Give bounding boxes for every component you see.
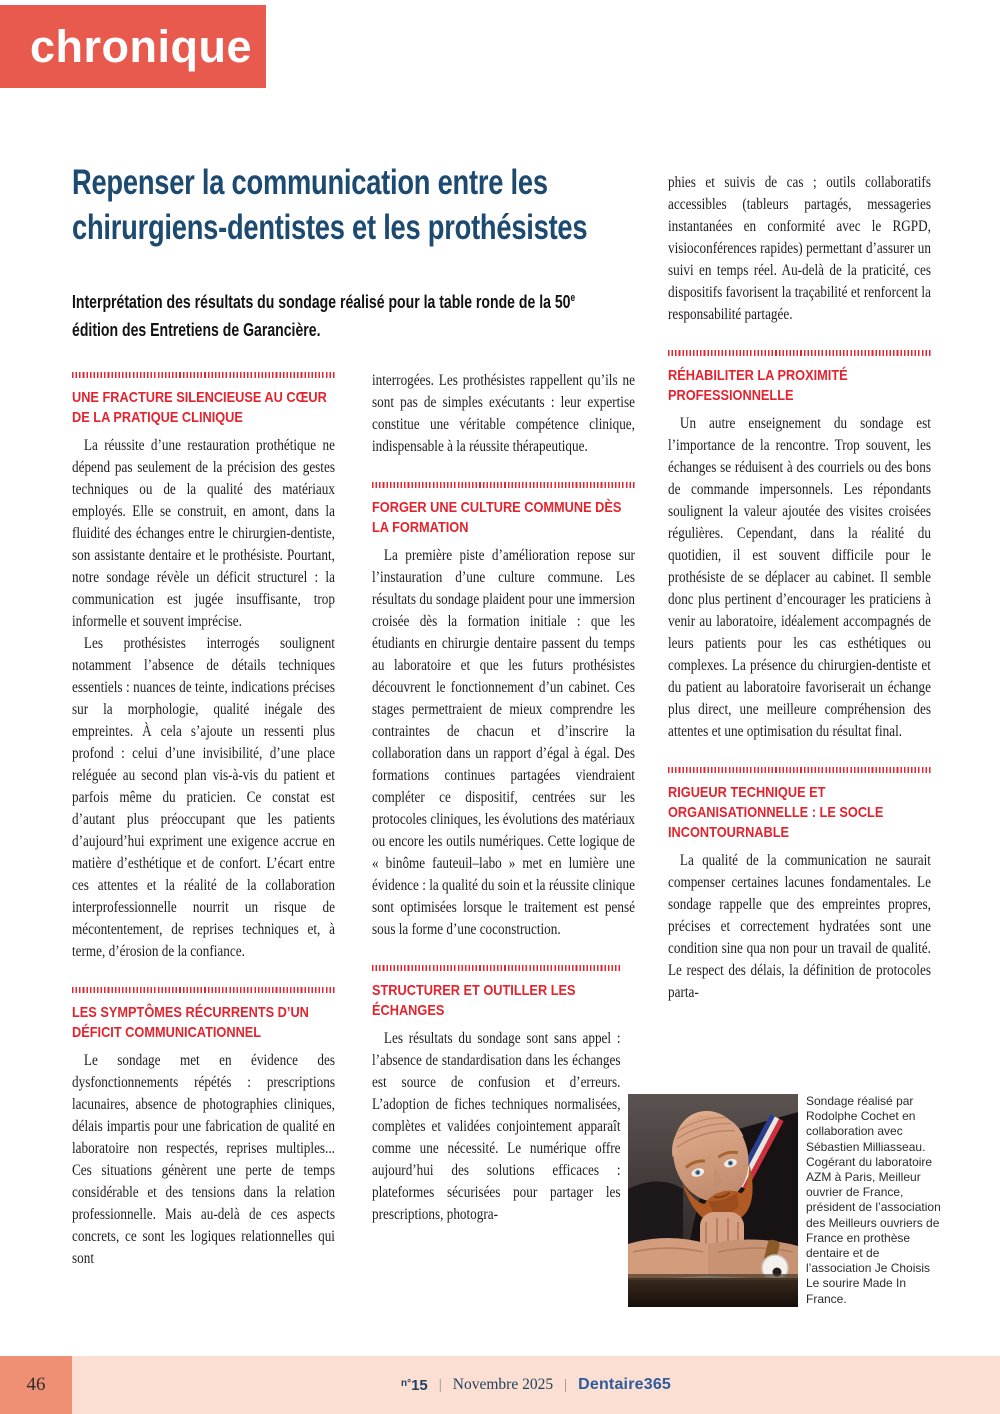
section-heading: FORGER UNE CULTURE COMMUNE DÈS LA FORMATION: [372, 499, 622, 536]
section-formation: [372, 482, 635, 941]
section-divider-hatch: [372, 482, 635, 488]
body-paragraph: Les résultats du sondage sont sans appel : l’absence de standardisation dans les échanges est source de confusion et d’erreurs. L’adoption de fiches techniques normalisées, complètes et validées conjointement apparaît comme une nécessité. Le numérique offre aujourd’hui des solutions efficaces : plateformes sécurisées pour partager les prescriptions, photogra-: [372, 1030, 621, 1223]
section-heading: LES SYMPTÔMES RÉCURRENTS D’UN DÉFICIT COMMUNICATIONNEL: [72, 1004, 309, 1041]
article-title-line2: chirurgiens-dentistes et les prothésistes: [72, 208, 588, 247]
body-paragraph: phies et suivis de cas ; outils collaboratifs accessibles (tableurs partagés, messageries instantanées en conformité avec le RGPD, visioconférences rapides) permettant d’assurer un suivi en temps réel. Au-delà de la praticité, ces dispositifs favorisent la traçabilité et renforcent la responsabilité partagée.: [668, 174, 931, 323]
body-paragraph: Un autre enseignement du sondage est l’importance de la rencontre. Trop souvent, les échanges se réduisent à des courriels ou des bons de commande impersonnels. Les répondants soulignent la valeur ajoutée des visites croisées régulières. Cependant, dans la réalité du quotidien, il est souvent difficile pour le prothésiste de se déplacer au cabinet. Il semble donc plus pertinent d’encourager les praticiens à venir au laboratoire, idéalement accompagnés de leurs patients pour les cas esthétiques ou complexes. La présence du chirurgien-dentiste et du patient au laboratoire favoriserait un échange plus direct, une meilleure compréhension des attentes et une optimisation du résultat final.: [668, 415, 931, 740]
article-title-line1: Repenser la communication entre les: [72, 163, 548, 202]
section-divider-hatch: [72, 987, 335, 993]
section-heading: STRUCTURER ET OUTILLER LES ÉCHANGES: [372, 982, 576, 1019]
section-divider-hatch: [72, 372, 335, 378]
photo-caption: Sondage réalisé par Rodolphe Cochet en collaboration avec Sébastien Milliasseau. Cogérant du laboratoire AZM à Paris, Meilleur ouvrier de France, président de l’association des Meilleurs ouvriers de France en prothèse dentaire et de l’association Je Choisis Le sourire Made In France.: [806, 1094, 941, 1306]
body-paragraph: Le sondage met en évidence des dysfonctionnements répétés : prescriptions lacunaires, absence de photographies cliniques, délais impartis pour une fabrication de qualité en laboratoire non respectés, reprises multiples... Ces situations génèrent une perte de temps considérable et des tensions dans la relation professionnelle. Mais au-delà de ces aspects concrets, ce sont les logiques relationnelles qui sont: [72, 1052, 335, 1267]
body-paragraph: La réussite d’une restauration prothétique ne dépend pas seulement de la précision des gestes techniques ou de la qualité des matériaux employés. Elle se construit, en amont, dans la fluidité des échanges entre le chirurgien-dentiste, son assistante dentaire et le prothésiste. Pourtant, notre sondage révèle un déficit structurel : la communication est jugée insuffisante, trop informelle et souvent imprécise.: [72, 437, 335, 630]
section-heading: UNE FRACTURE SILENCIEUSE AU CŒUR DE LA PRATIQUE CLINIQUE: [72, 389, 327, 426]
table: [628, 1278, 798, 1307]
article-title: [72, 160, 733, 250]
brand-logo: Dentaire365: [578, 1376, 672, 1393]
article-standfirst: [72, 284, 734, 344]
standfirst-line2: édition des Entretiens de Garancière.: [72, 319, 321, 341]
body-paragraph: Les prothésistes interrogés soulignent notamment l’absence de détails techniques essentiels : nuances de teinte, indications précises sur la morphologie, qualité inégale des empreintes. À cela s’ajoute un ressenti plus profond : celui d’une invisibilité, d’une place reléguée au second plan vis-à-vis du patient et parfois même du praticien. Ce constat est d’autant plus préoccupant que les patients d’aujourd’hui expriment une exigence accrue en matière d’esthétique et de confort. L’écart entre ces attentes et la réalité de la collaboration interprofessionnelle nourrit un risque de mécontentement, de reprises techniques et, à terme, d’érosion de la confiance.: [72, 635, 335, 960]
body-paragraph: La première piste d’amélioration repose sur l’instauration d’une culture commune. Les résultats du sondage plaident pour une immersion croisée dès la formation initiale : que les étudiants en chirurgie dentaire passent du temps au laboratoire et que les futurs prothésistes découvrent le fonctionnement d’un cabinet. Ces stages permettraient de mieux comprendre les contraintes de chacun et d’inscrire la collaboration dans un rapport d’égal à égal. Des formations continues partagées viendraient compléter ce dispositif, centrées sur les protocoles cliniques, les évolutions des matériaux ou encore les outils numériques. Cette logique de « binôme fauteuil–labo » met en lumière une évidence : la qualité du soin et la réussite clinique sont optimisées lorsque le traitement est pensé sous la forme d’une coconstruction.: [372, 547, 635, 938]
section-structurer: [372, 965, 620, 1226]
column-2: [372, 370, 635, 1226]
body-paragraph: La qualité de la communication ne saurait compenser certaines lacunes fondamentales. Le sondage rappelle que des empreintes propres, précises et correctement hydratées sont une condition sine qua non pour un travail de qualité. Le respect des délais, la définition de protocoles parta-: [668, 852, 931, 1001]
kicker-label: chronique: [30, 20, 253, 72]
standfirst-line1: Interprétation des résultats du sondage réalisé pour la table ronde de la 50e: [72, 291, 576, 313]
section-heading: RIGUEUR TECHNIQUE ET ORGANISATIONNELLE : LE SOCLE INCONTOURNABLE: [668, 784, 884, 841]
section-symptomes: [72, 987, 335, 1270]
body-paragraph: interrogées. Les prothésistes rappellent qu’ils ne sont pas de simples exécutants : leur expertise constitue une véritable compétence clinique, indispensable à la réussite thérapeutique.: [372, 372, 635, 455]
issue-number: $^{n^\circ}$15: [400, 1376, 428, 1394]
section-heading: RÉHABILITER LA PROXIMITÉ PROFESSIONNELLE: [668, 367, 848, 404]
section-divider-hatch: [372, 965, 620, 971]
section-fracture: [72, 372, 335, 963]
footer-separator: |: [564, 1376, 568, 1393]
footer-separator: |: [438, 1376, 442, 1393]
issue-info: [72, 1356, 1000, 1414]
column-1: [72, 372, 335, 1270]
section-rigueur: [668, 767, 931, 1004]
column-3: [668, 172, 931, 1004]
footer: [0, 1356, 1000, 1414]
section-proximite: [668, 350, 931, 743]
portrait-photo: [628, 1094, 798, 1307]
kicker-banner: [0, 5, 266, 88]
section-divider-hatch: [668, 767, 931, 773]
issue-date: Novembre 2025: [452, 1376, 554, 1393]
section-divider-hatch: [668, 350, 931, 356]
page-number: 46: [26, 1374, 46, 1395]
page-number-block: [0, 1356, 72, 1414]
ordinal-sup: e: [570, 292, 576, 304]
